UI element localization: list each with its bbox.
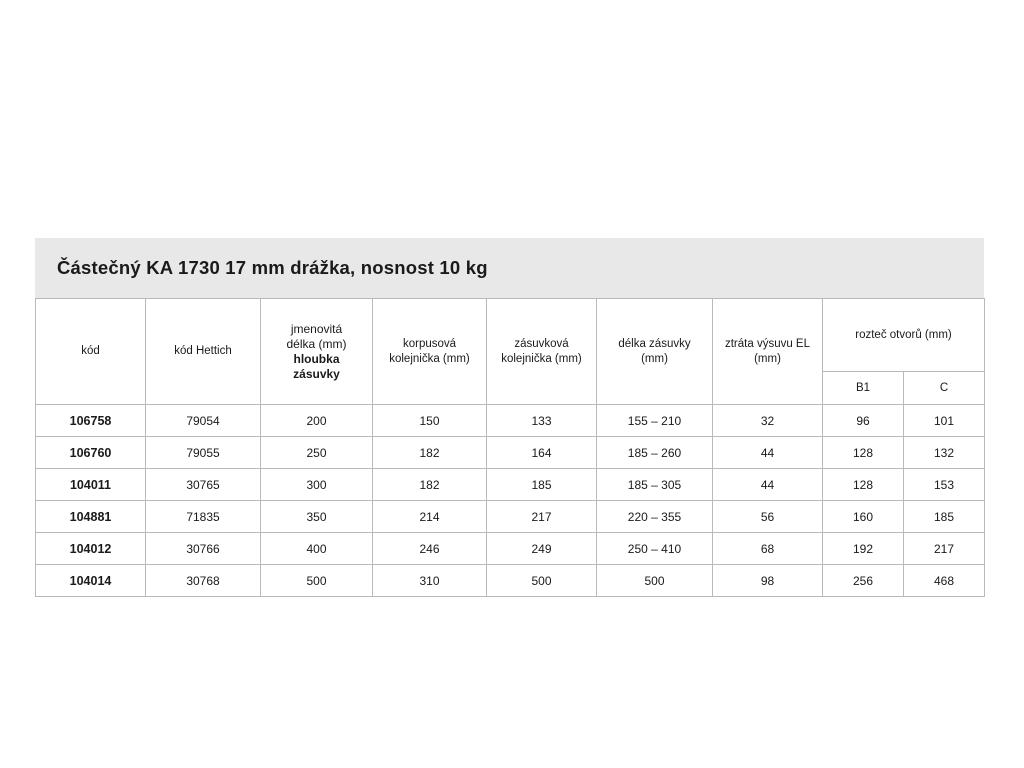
header-row-main xyxy=(36,299,985,372)
cell-b1: 128 xyxy=(823,437,904,469)
cell-ztrata: 32 xyxy=(713,405,823,437)
col-header-hloubka-zasuvky xyxy=(261,299,373,405)
cell-delka-zasuvky: 220 – 355 xyxy=(597,501,713,533)
col-header-jmenovita-line1: jmenovitá xyxy=(290,321,343,336)
cell-kod: 106758 xyxy=(36,405,146,437)
cell-c: 132 xyxy=(904,437,985,469)
cell-delka-zasuvky: 155 – 210 xyxy=(597,405,713,437)
cell-delka-zasuvky: 185 – 260 xyxy=(597,437,713,469)
col-header-hloubka-line2: zásuvky xyxy=(293,366,340,381)
cell-ztrata: 56 xyxy=(713,501,823,533)
cell-b1: 160 xyxy=(823,501,904,533)
col-header-zasuvkova-line1: zásuvková xyxy=(514,338,569,351)
col-header-ztrata-line1: ztráta výsuvu EL xyxy=(724,338,810,351)
cell-hloubka: 350 xyxy=(261,501,373,533)
page-title: Částečný KA 1730 17 mm drážka, nosnost 10 kg xyxy=(57,257,488,278)
col-header-roztec-label: rozteč otvorů (mm) xyxy=(855,328,952,341)
cell-kod-hettich: 30765 xyxy=(146,469,261,501)
table-row xyxy=(36,469,985,501)
col-header-b1-label: B1 xyxy=(855,382,871,394)
cell-ztrata: 98 xyxy=(713,565,823,597)
cell-c: 468 xyxy=(904,565,985,597)
cell-korpusova: 310 xyxy=(373,565,487,597)
table-body xyxy=(36,405,985,597)
cell-kod: 104011 xyxy=(36,469,146,501)
cell-kod-hettich: 79054 xyxy=(146,405,261,437)
cell-delka-zasuvky: 250 – 410 xyxy=(597,533,713,565)
table-head xyxy=(36,299,985,405)
col-header-ztrata-line2: (mm) xyxy=(754,352,781,365)
col-header-hloubka-line1: hloubka xyxy=(293,351,340,366)
cell-hloubka: 250 xyxy=(261,437,373,469)
col-header-delka-zasuvky xyxy=(597,299,713,405)
cell-korpusova: 182 xyxy=(373,437,487,469)
cell-c: 217 xyxy=(904,533,985,565)
col-header-delka-zasuvky-line2: (mm) xyxy=(641,352,668,365)
col-header-korpusova-line2: kolejnička (mm) xyxy=(389,352,470,365)
cell-zasuvkova: 185 xyxy=(487,469,597,501)
cell-c: 153 xyxy=(904,469,985,501)
col-header-b1 xyxy=(823,372,904,405)
cell-kod: 104014 xyxy=(36,565,146,597)
cell-kod: 104881 xyxy=(36,501,146,533)
cell-hloubka: 500 xyxy=(261,565,373,597)
col-header-zasuvkova-kolejnicka xyxy=(487,299,597,405)
table-row xyxy=(36,405,985,437)
section-title-bar xyxy=(35,238,984,298)
cell-hloubka: 300 xyxy=(261,469,373,501)
cell-b1: 96 xyxy=(823,405,904,437)
cell-kod-hettich: 71835 xyxy=(146,501,261,533)
col-header-kod-hettich xyxy=(146,299,261,405)
cell-kod-hettich: 30766 xyxy=(146,533,261,565)
cell-zasuvkova: 217 xyxy=(487,501,597,533)
cell-zasuvkova: 164 xyxy=(487,437,597,469)
col-header-kod-hettich-label: kód Hettich xyxy=(174,345,232,358)
spec-table-block xyxy=(35,238,984,597)
cell-korpusova: 214 xyxy=(373,501,487,533)
col-header-roztec-otvoru-group xyxy=(823,299,985,372)
cell-korpusova: 150 xyxy=(373,405,487,437)
cell-delka-zasuvky: 500 xyxy=(597,565,713,597)
cell-c: 185 xyxy=(904,501,985,533)
cell-korpusova: 182 xyxy=(373,469,487,501)
cell-zasuvkova: 249 xyxy=(487,533,597,565)
cell-hloubka: 400 xyxy=(261,533,373,565)
cell-delka-zasuvky: 185 – 305 xyxy=(597,469,713,501)
col-header-ztrata-vysuvu xyxy=(713,299,823,405)
cell-ztrata: 68 xyxy=(713,533,823,565)
cell-ztrata: 44 xyxy=(713,437,823,469)
cell-kod: 106760 xyxy=(36,437,146,469)
cell-zasuvkova: 500 xyxy=(487,565,597,597)
col-header-kod xyxy=(36,299,146,405)
cell-korpusova: 246 xyxy=(373,533,487,565)
specifications-table xyxy=(35,298,985,597)
col-header-korpusova-kolejnicka xyxy=(373,299,487,405)
table-row xyxy=(36,437,985,469)
col-header-delka-zasuvky-line1: délka zásuvky xyxy=(618,338,691,351)
col-header-kod-label: kód xyxy=(81,345,100,358)
cell-b1: 192 xyxy=(823,533,904,565)
col-header-c xyxy=(904,372,985,405)
cell-kod: 104012 xyxy=(36,533,146,565)
cell-hloubka: 200 xyxy=(261,405,373,437)
cell-ztrata: 44 xyxy=(713,469,823,501)
cell-b1: 128 xyxy=(823,469,904,501)
cell-c: 101 xyxy=(904,405,985,437)
table-row xyxy=(36,501,985,533)
cell-kod-hettich: 30768 xyxy=(146,565,261,597)
col-header-jmenovita-line2: délka (mm) xyxy=(286,336,347,351)
table-row xyxy=(36,533,985,565)
cell-zasuvkova: 133 xyxy=(487,405,597,437)
cell-b1: 256 xyxy=(823,565,904,597)
cell-kod-hettich: 79055 xyxy=(146,437,261,469)
col-header-zasuvkova-line2: kolejnička (mm) xyxy=(501,352,582,365)
table-row xyxy=(36,565,985,597)
col-header-korpusova-line1: korpusová xyxy=(402,338,457,351)
col-header-c-label: C xyxy=(939,382,949,394)
